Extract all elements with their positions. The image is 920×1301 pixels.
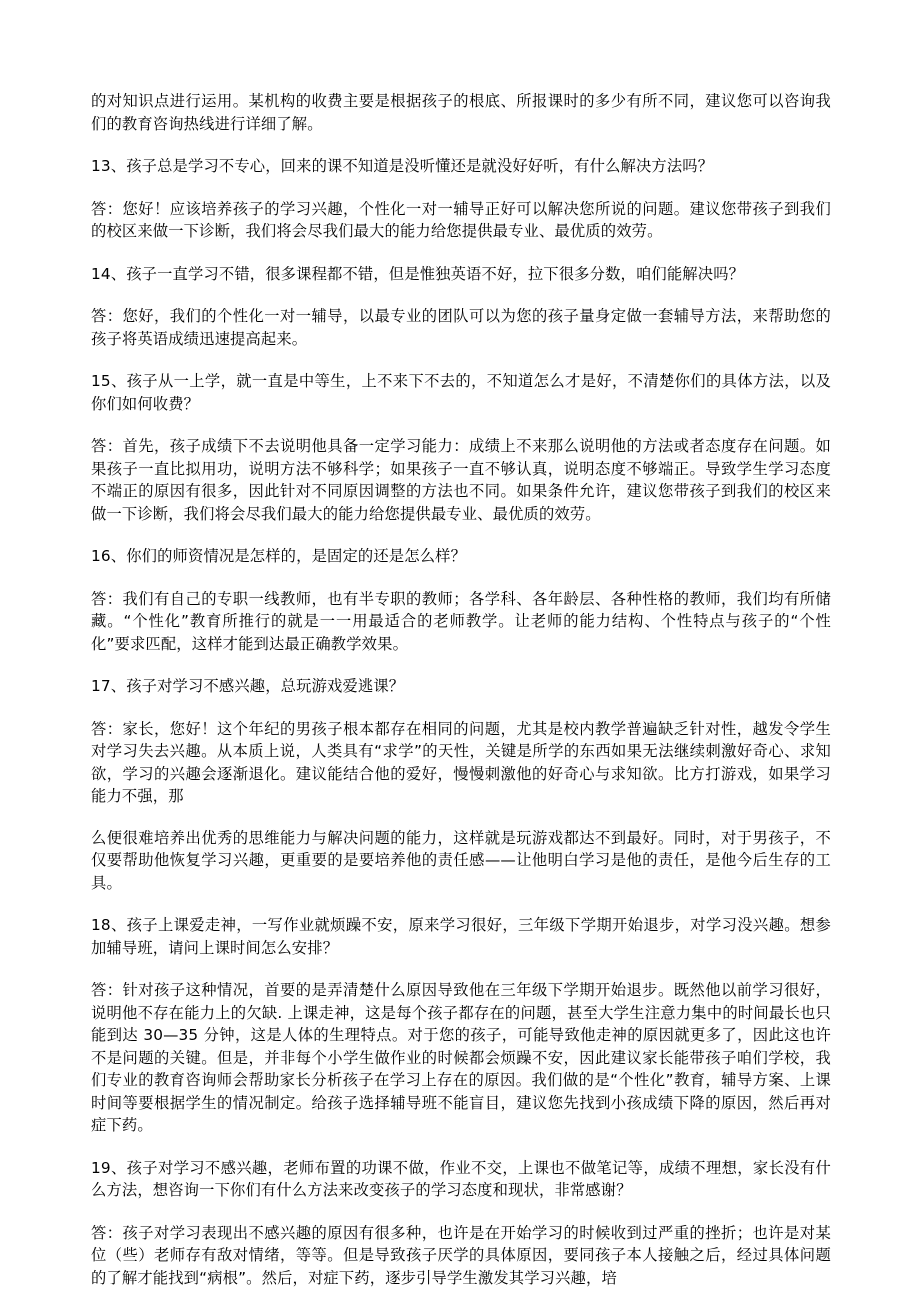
document-page bbox=[91, 90, 831, 1289]
answer-16: 答：我们有自己的专职一线教师，也有半专职的教师；各学科、各年龄层、各种性格的教师，我们均有所储藏。“个性化”教育所推行的就是一一用最适合的老师教学。让老师的能力结构、个性特点与孩子的“个性化”要求匹配，这样才能到达最正确教学效果。 bbox=[91, 589, 831, 653]
question-15: 15、孩子从一上学，就一直是中等生，上不来下不去的，不知道怎么才是好，不清楚你们的具体方法，以及你们如何收费？ bbox=[91, 372, 831, 413]
answer-17: 答：家长，您好！这个年纪的男孩子根本都存在相同的问题，尤其是校内教学普遍缺乏针对性，越发令学生对学习失去兴趣。从本质上说，人类具有“求学”的天性，关键是所学的东西如果无法继续刺激好奇心、求知欲，学习的兴趣会逐渐退化。建议能结合他的爱好，慢慢刺激他的好奇心与求知欲。比方打游戏，如果学习能力不强，那 bbox=[91, 719, 831, 805]
answer-17-continued: 么便很难培养出优秀的思维能力与解决问题的能力，这样就是玩游戏都达不到最好。同时，对于男孩子，不仅要帮助他恢复学习兴趣，更重要的是要培养他的责任感——让他明白学习是他的责任，是他今后生存的工具。 bbox=[91, 828, 831, 892]
question-13: 13、孩子总是学习不专心，回来的课不知道是没听懂还是就没好好听，有什么解决方法吗？ bbox=[91, 157, 714, 175]
answer-18: 答：针对孩子这种情况，首要的是弄清楚什么原因导致他在三年级下学期开始退步。既然他以前学习很好，说明他不存在能力上的欠缺. 上课走神，这是每个孩子都存在的问题，甚至大学生注意力集中的时间最长也只能到达 30—35 分钟，这是人体的生理特点。对于您的孩子，可能导致他走神的原因就更多了，因此这也许不是问题的关键。但是，并非每个小学生做作业的时候都会烦躁不安，因此建议家长能带孩子咱们学校，我们专业的教育咨询师会帮助家长分析孩子在学习上存在的原因。我们做的是“个性化”教育，辅导方案、上课时间等要根据学生的情况制定。给孩子选择辅导班不能盲目，建议您先找到小孩成绩下降的原因，然后再对症下药。 bbox=[91, 981, 831, 1134]
question-18: 18、孩子上课爱走神，一写作业就烦躁不安，原来学习很好，三年级下学期开始退步，对学习没兴趣。想参加辅导班，请问上课时间怎么安排？ bbox=[91, 916, 831, 957]
question-14: 14、孩子一直学习不错，很多课程都不错，但是惟独英语不好，拉下很多分数，咱们能解决吗？ bbox=[91, 264, 745, 283]
question-19: 19、孩子对学习不感兴趣，老师布置的功课不做，作业不交，上课也不做笔记等，成绩不理想，家长没有什么方法，想咨询一下你们有什么方法来改变孩子的学习态度和现状，非常感谢？ bbox=[91, 1158, 831, 1199]
question-16: 16、你们的师资情况是怎样的，是固定的还是怎么样？ bbox=[91, 547, 467, 565]
answer-14: 答：您好，我们的个性化一对一辅导，以最专业的团队可以为您的孩子量身定做一套辅导方法，来帮助您的孩子将英语成绩迅速提高起来。 bbox=[91, 307, 831, 348]
answer-15: 答：首先，孩子成绩下不去说明他具备一定学习能力：成绩上不来那么说明他的方法或者态度存在问题。如果孩子一直比拟用功，说明方法不够科学；如果孩子一直不够认真，说明态度不够端正。导致学生学习态度不端正的原因有很多，因此针对不同原因调整的方法也不同。如果条件允许，建议您带孩子到我们的校区来做一下诊断，我们将会尽我们最大的能力给您提供最专业、最优质的效劳。 bbox=[91, 437, 831, 523]
paragraph-fee-note: 的对知识点进行运用。某机构的收费主要是根据孩子的根底、所报课时的多少有所不同，建议您可以咨询我们的教育咨询热线进行详细了解。 bbox=[91, 92, 831, 133]
answer-19: 答：孩子对学习表现出不感兴趣的原因有很多种，也许是在开始学习的时候收到过严重的挫折；也许是对某位（些）老师存有敌对情绪，等等。但是导致孩子厌学的具体原因，要同孩子本人接触之后，经过具体问题的了解才能找到“病根”。然后，对症下药，逐步引导学生激发其学习兴趣，培 bbox=[91, 1223, 831, 1287]
answer-13: 答：您好！应该培养孩子的学习兴趣，个性化一对一辅导正好可以解决您所说的问题。建议您带孩子到我们的校区来做一下诊断，我们将会尽我们最大的能力给您提供最专业、最优质的效劳。 bbox=[91, 199, 831, 240]
question-17: 17、孩子对学习不感兴趣，总玩游戏爱逃课？ bbox=[91, 677, 405, 695]
